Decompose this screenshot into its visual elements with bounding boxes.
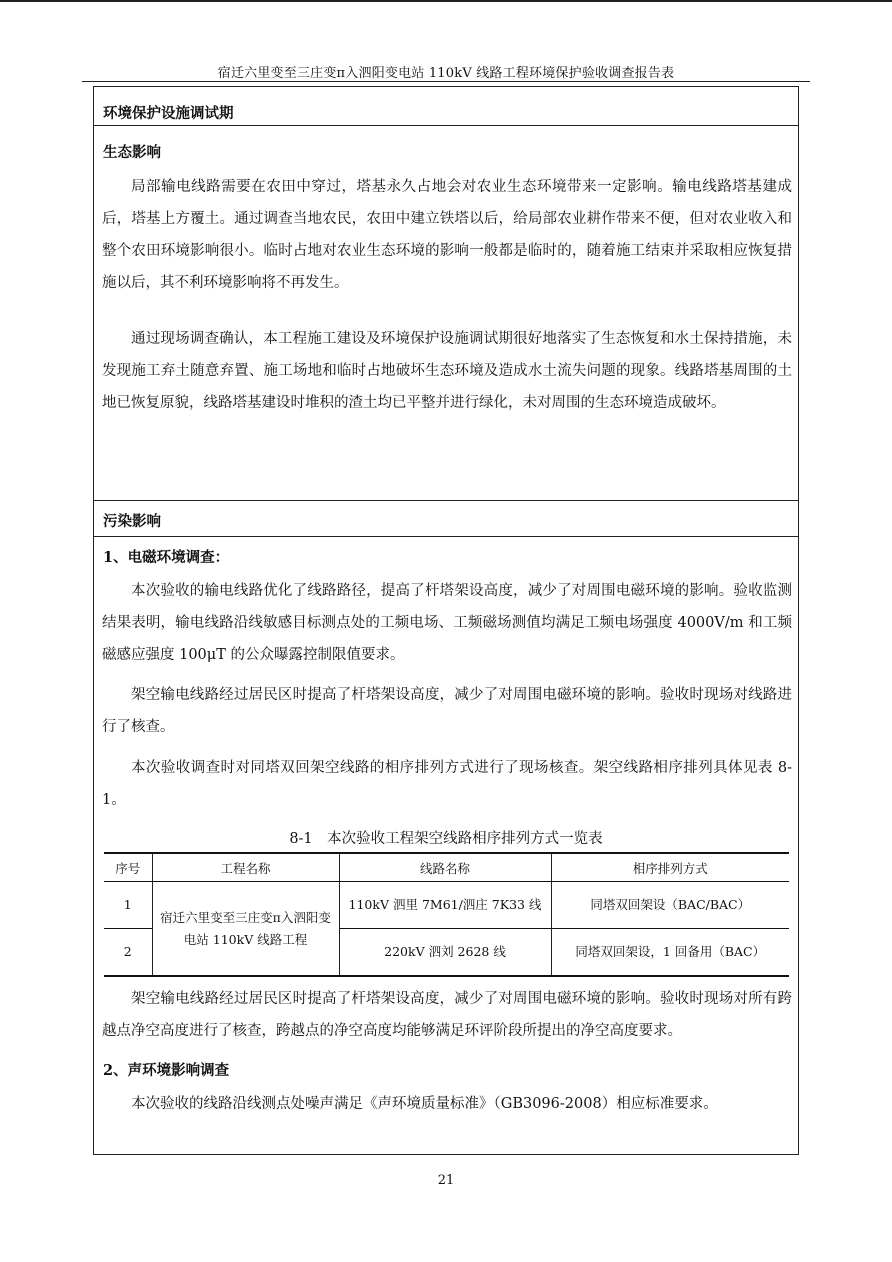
running-header: 宿迁六里变至三庄变π入泗阳变电站 110kV 线路工程环境保护验收调查报告表 <box>217 66 675 81</box>
eco-paragraph-1: 局部输电线路需要在农田中穿过，塔基永久占地会对农业生态环境带来一定影响。输电线路塔基建成后，塔基上方覆土。通过调查当地农民，农田中建立铁塔以后，给局部农业耕作带来不便，但对农业收入和整个农田环境影响很小。临时占地对农业生态环境的影响一般都是临时的，随着施工结束并采取相应恢复措施以后，其不利环境影响将不再发生。 <box>102 179 792 291</box>
em-paragraph-2: 架空输电线路经过居民区时提高了杆塔架设高度，减少了对周围电磁环境的影响。验收时现场对线路进行了核查。 <box>102 687 792 735</box>
table-caption: 8-1 本次验收工程架空线路相序排列方式一览表 <box>289 831 603 847</box>
pollution-title: 污染影响 <box>103 513 161 530</box>
cell-no: 2 <box>104 929 152 977</box>
cell-line: 220kV 泗刘 2628 线 <box>339 929 551 977</box>
header-rule <box>82 81 810 82</box>
cell-no: 1 <box>104 882 152 929</box>
divider <box>94 125 798 126</box>
noise-heading: 2、声环境影响调查 <box>103 1062 230 1079</box>
cell-arrangement: 同塔双回架设（BAC/BAC） <box>551 882 789 929</box>
header-no: 序号 <box>104 853 152 882</box>
divider <box>94 500 798 501</box>
cell-project: 宿迁六里变至三庄变π入泗阳变电站 110kV 线路工程 <box>152 882 339 977</box>
cell-line: 110kV 泗里 7M61/泗庄 7K33 线 <box>339 882 551 929</box>
cell-arrangement: 同塔双回架设，1 回备用（BAC） <box>551 929 789 977</box>
em-paragraph-1: 本次验收的输电线路优化了线路路径，提高了杆塔架设高度，减少了对周围电磁环境的影响。验收监测结果表明，输电线路沿线敏感目标测点处的工频电场、工频磁场测值均满足工频电场强度 4000V/m 和工频磁感应强度 100μT 的公众曝露控制限值要求。 <box>102 583 792 663</box>
section-period-title: 环境保护设施调试期 <box>103 105 234 122</box>
em-paragraph-3: 本次验收调查时对同塔双回架空线路的相序排列方式进行了现场核查。架空线路相序排列具体见表 8-1。 <box>102 760 792 808</box>
divider <box>94 536 798 537</box>
eco-paragraph-2: 通过现场调查确认，本工程施工建设及环境保护设施调试期很好地落实了生态恢复和水土保持措施，未发现施工弃土随意弃置、施工场地和临时占地破坏生态环境及造成水土流失问题的现象。线路塔基周围的土地已恢复原貌，线路塔基建设时堆积的渣土均已平整并进行绿化，未对周围的生态环境造成破坏。 <box>102 331 792 411</box>
em-heading: 1、电磁环境调查： <box>103 549 230 566</box>
page-number: 21 <box>437 1173 455 1188</box>
after-table-paragraph: 架空输电线路经过居民区时提高了杆塔架设高度，减少了对周围电磁环境的影响。验收时现场对所有跨越点净空高度进行了核查，跨越点的净空高度均能够满足环评阶段所提出的净空高度要求。 <box>102 991 792 1039</box>
header-project: 工程名称 <box>152 853 339 882</box>
header-line: 线路名称 <box>339 853 551 882</box>
noise-paragraph: 本次验收的线路沿线测点处噪声满足《声环境质量标准》（GB3096-2008）相应标准要求。 <box>131 1096 718 1112</box>
table-row <box>104 882 789 929</box>
header-arrangement: 相序排列方式 <box>551 853 789 882</box>
page-top-border <box>0 0 892 2</box>
report-form-frame <box>93 86 799 1155</box>
phase-sequence-table <box>104 852 789 977</box>
table-header-row <box>104 853 789 882</box>
eco-title: 生态影响 <box>103 144 161 161</box>
